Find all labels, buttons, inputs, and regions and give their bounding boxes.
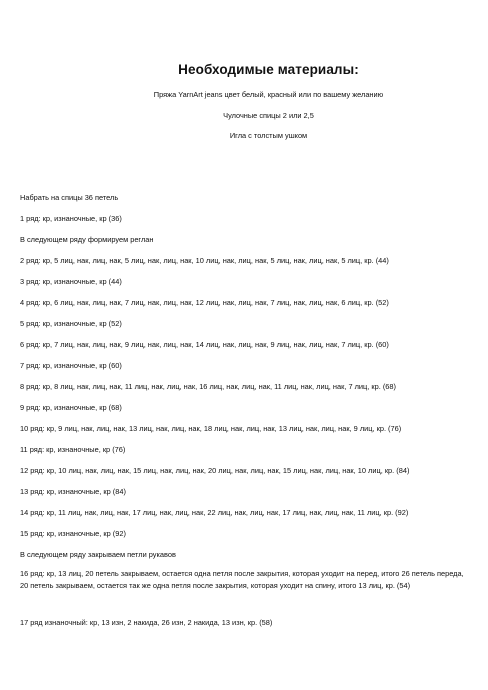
instruction-row-9: 9 ряд: кр, изнаночные, кр (68) (20, 403, 122, 412)
material-needles: Чулочные спицы 2 или 2,5 (223, 111, 314, 120)
instruction-row-13: 13 ряд: кр, изнаночные, кр (84) (20, 487, 126, 496)
instruction-row-14: 14 ряд: кр, 11 лиц, нак, лиц, нак, 17 лиц, нак, лиц, нак, 22 лиц, нак, лиц, нак, 17 лиц, нак, лиц, нак, 11 лиц, кр. (92) (20, 508, 409, 517)
material-yarn: Пряжа YarnArt jeans цвет белый, красный или по вашему желанию (153, 90, 384, 99)
instruction-raglan-note: В следующем ряду формируем реглан (20, 235, 154, 244)
material-needle: Игла с толстым ушком (229, 131, 308, 140)
page-title: Необходимые материалы: (178, 62, 359, 77)
instruction-row-10: 10 ряд: кр, 9 лиц, нак, лиц, нак, 13 лиц, нак, лиц, нак, 18 лиц, нак, лиц, нак, 13 лиц, нак, лиц, нак, 9 лиц, кр. (76) (20, 424, 402, 433)
instruction-row-6: 6 ряд: кр, 7 лиц, нак, лиц, нак, 9 лиц, нак, лиц, нак, 14 лиц, нак, лиц, нак, 9 лиц, нак, лиц, нак, 7 лиц, кр. (60) (20, 340, 389, 349)
instruction-row-4: 4 ряд: кр, 6 лиц, нак, лиц, нак, 7 лиц, нак, лиц, нак, 12 лиц, нак, лиц, нак, 7 лиц, нак, лиц, нак, 6 лиц, кр. (52) (20, 298, 389, 307)
instruction-row-1: 1 ряд: кр, изнаночные, кр (36) (20, 214, 122, 223)
instruction-row-17: 17 ряд изнаночный: кр, 13 изн, 2 накида, 26 изн, 2 накида, 13 изн, кр. (58) (20, 618, 273, 627)
instruction-row-8: 8 ряд: кр, 8 лиц, нак, лиц, нак, 11 лиц, нак, лиц, нак, 16 лиц, нак, лиц, нак, 11 лиц, нак, лиц, нак, 7 лиц, кр. (68) (20, 382, 396, 391)
instruction-cast-on: Набрать на спицы 36 петель (20, 193, 119, 202)
instruction-row-11: 11 ряд: кр, изнаночные, кр (76) (20, 445, 126, 454)
instruction-row-5: 5 ряд: кр, изнаночные, кр (52) (20, 319, 122, 328)
instruction-row-16: 16 ряд: кр, 13 лиц, 20 петель закрываем, остается одна петля после закрытия, которая уходит на перед, итого 26 петель переда, 20 петель закрываем, остается так же одна петля после закрытия, которая уходит на спину, итого 13 лиц, кр. (54) (20, 569, 464, 590)
instruction-row-15: 15 ряд: кр, изнаночные, кр (92) (20, 529, 126, 538)
instruction-row-7: 7 ряд: кр, изнаночные, кр (60) (20, 361, 122, 370)
instruction-row-12: 12 ряд: кр, 10 лиц, нак, лиц, нак, 15 лиц, нак, лиц, нак, 20 лиц, нак, лиц, нак, 15 лиц, нак, лиц, нак, 10 лиц, кр. (84) (20, 466, 410, 475)
instruction-sleeves-note: В следующем ряду закрываем петли рукавов (20, 550, 176, 559)
instruction-row-2: 2 ряд: кр, 5 лиц, нак, лиц, нак, 5 лиц, нак, лиц, нак, 10 лиц, нак, лиц, нак, 5 лиц, нак, лиц, нак, 5 лиц, кр. (44) (20, 256, 389, 265)
instruction-row-3: 3 ряд: кр, изнаночные, кр (44) (20, 277, 122, 286)
